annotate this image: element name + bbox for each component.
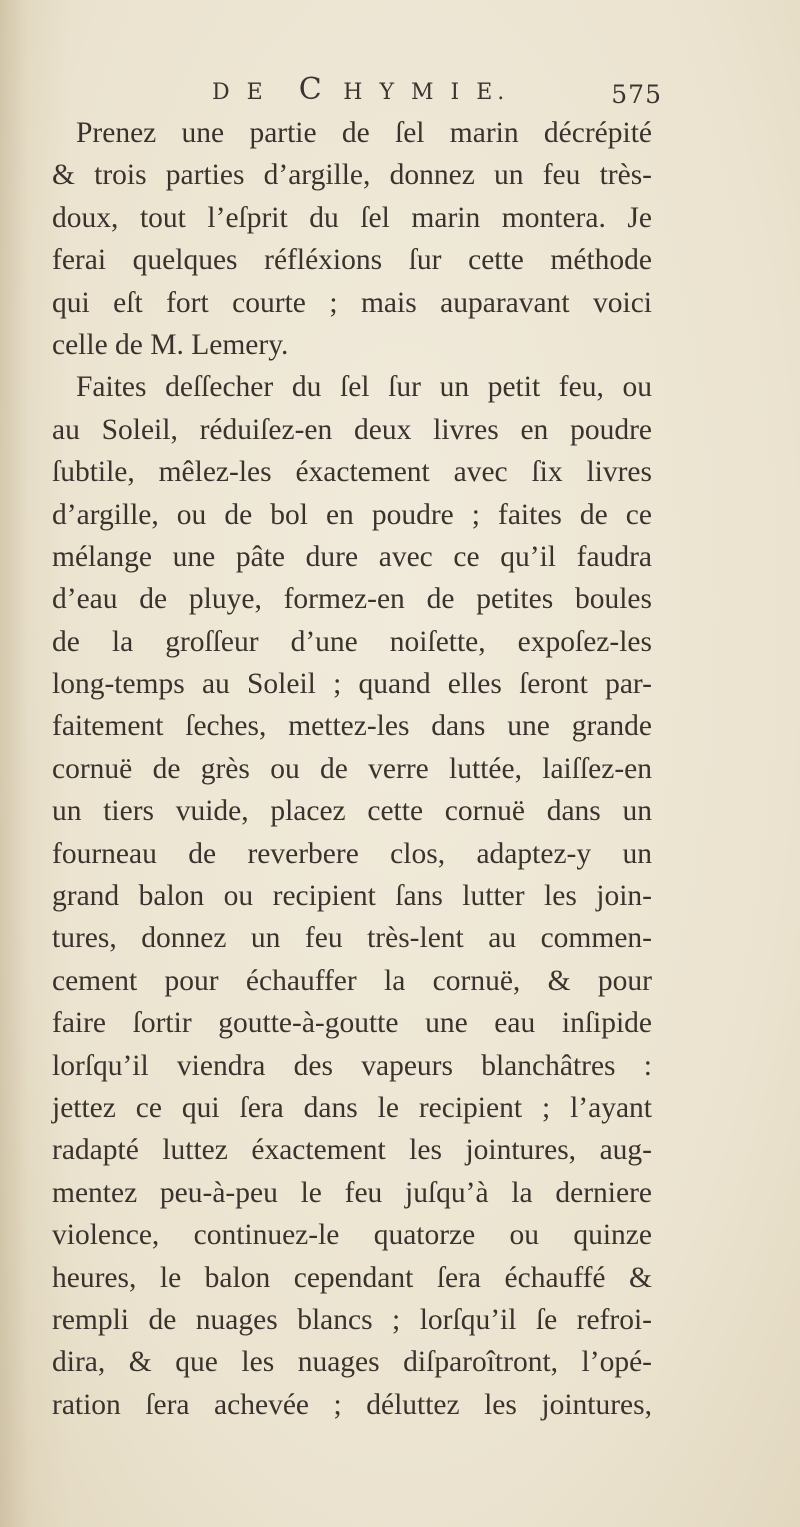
text-line: cement pour échauffer la cornuë, & pour (52, 964, 652, 997)
running-title-rest: H Y M I E. (343, 80, 510, 105)
text-line: mentez peu-à-peu le feu juſqu’à la derniere (52, 1176, 652, 1209)
running-title (212, 72, 509, 107)
body-text (52, 112, 652, 1426)
text-line: mélange une pâte dure avec ce qu’il faudra (52, 540, 652, 573)
text-line: un tiers vuide, placez cette cornuë dans un (52, 795, 652, 828)
text-line: d’eau de pluye, formez-en de petites boules (52, 583, 652, 616)
text-line: faire ſortir goutte-à-goutte une eau inſipide (52, 1007, 652, 1040)
text-line: radapté luttez éxactement les jointures, aug- (52, 1134, 652, 1167)
text-line: violence, continuez-le quatorze ou quinze (52, 1219, 652, 1252)
text-line: jettez ce qui ſera dans le recipient ; l’ayant (52, 1091, 652, 1124)
text-line: de la groſſeur d’une noiſette, expoſez-les (52, 625, 652, 658)
text-line: ſubtile, mêlez-les éxactement avec ſix livres (52, 456, 652, 489)
text-line: grand balon ou recipient ſans lutter les join- (52, 880, 652, 913)
text-line: tures, donnez un feu très-lent au commen- (52, 922, 652, 955)
text-line: dira, & que les nuages diſparoîtront, l’opé- (52, 1346, 652, 1379)
text-line: fourneau de reverbere clos, adaptez-y un (52, 837, 652, 870)
page-number: 575 (611, 80, 662, 109)
text-line: d’argille, ou de bol en poudre ; faites de ce (52, 498, 652, 531)
text-line: ferai quelques réfléxions ſur cette méthode (52, 244, 652, 277)
text-line: celle de M. Lemery. (52, 328, 289, 361)
running-title-prefix: D E (212, 80, 268, 105)
text-line: heures, le balon cependant ſera échauffé & (52, 1261, 652, 1294)
text-line: Faites deſſecher du ſel ſur un petit feu, ou (76, 371, 652, 404)
text-line: & trois parties d’argille, donnez un feu très- (52, 159, 652, 192)
text-line: au Soleil, réduiſez-en deux livres en poudre (52, 413, 652, 446)
running-header (212, 72, 662, 116)
text-line: cornuë de grès ou de verre luttée, laiſſez-en (52, 752, 652, 785)
text-line: qui eſt fort courte ; mais auparavant voici (52, 286, 652, 319)
text-line: lorſqu’il viendra des vapeurs blanchâtres : (52, 1049, 652, 1082)
text-line: ration ſera achevée ; déluttez les jointures, (52, 1388, 652, 1421)
text-line: doux, tout l’eſprit du ſel marin montera. Je (52, 201, 652, 234)
text-line: Prenez une partie de ſel marin décrépité (76, 117, 652, 149)
text-line: faitement ſeches, mettez-les dans une grande (52, 710, 652, 743)
text-line: rempli de nuages blancs ; lorſqu’il ſe refroi- (52, 1303, 652, 1336)
text-line: long-temps au Soleil ; quand elles ſeront par- (52, 668, 652, 701)
running-title-capital: C (298, 72, 328, 107)
